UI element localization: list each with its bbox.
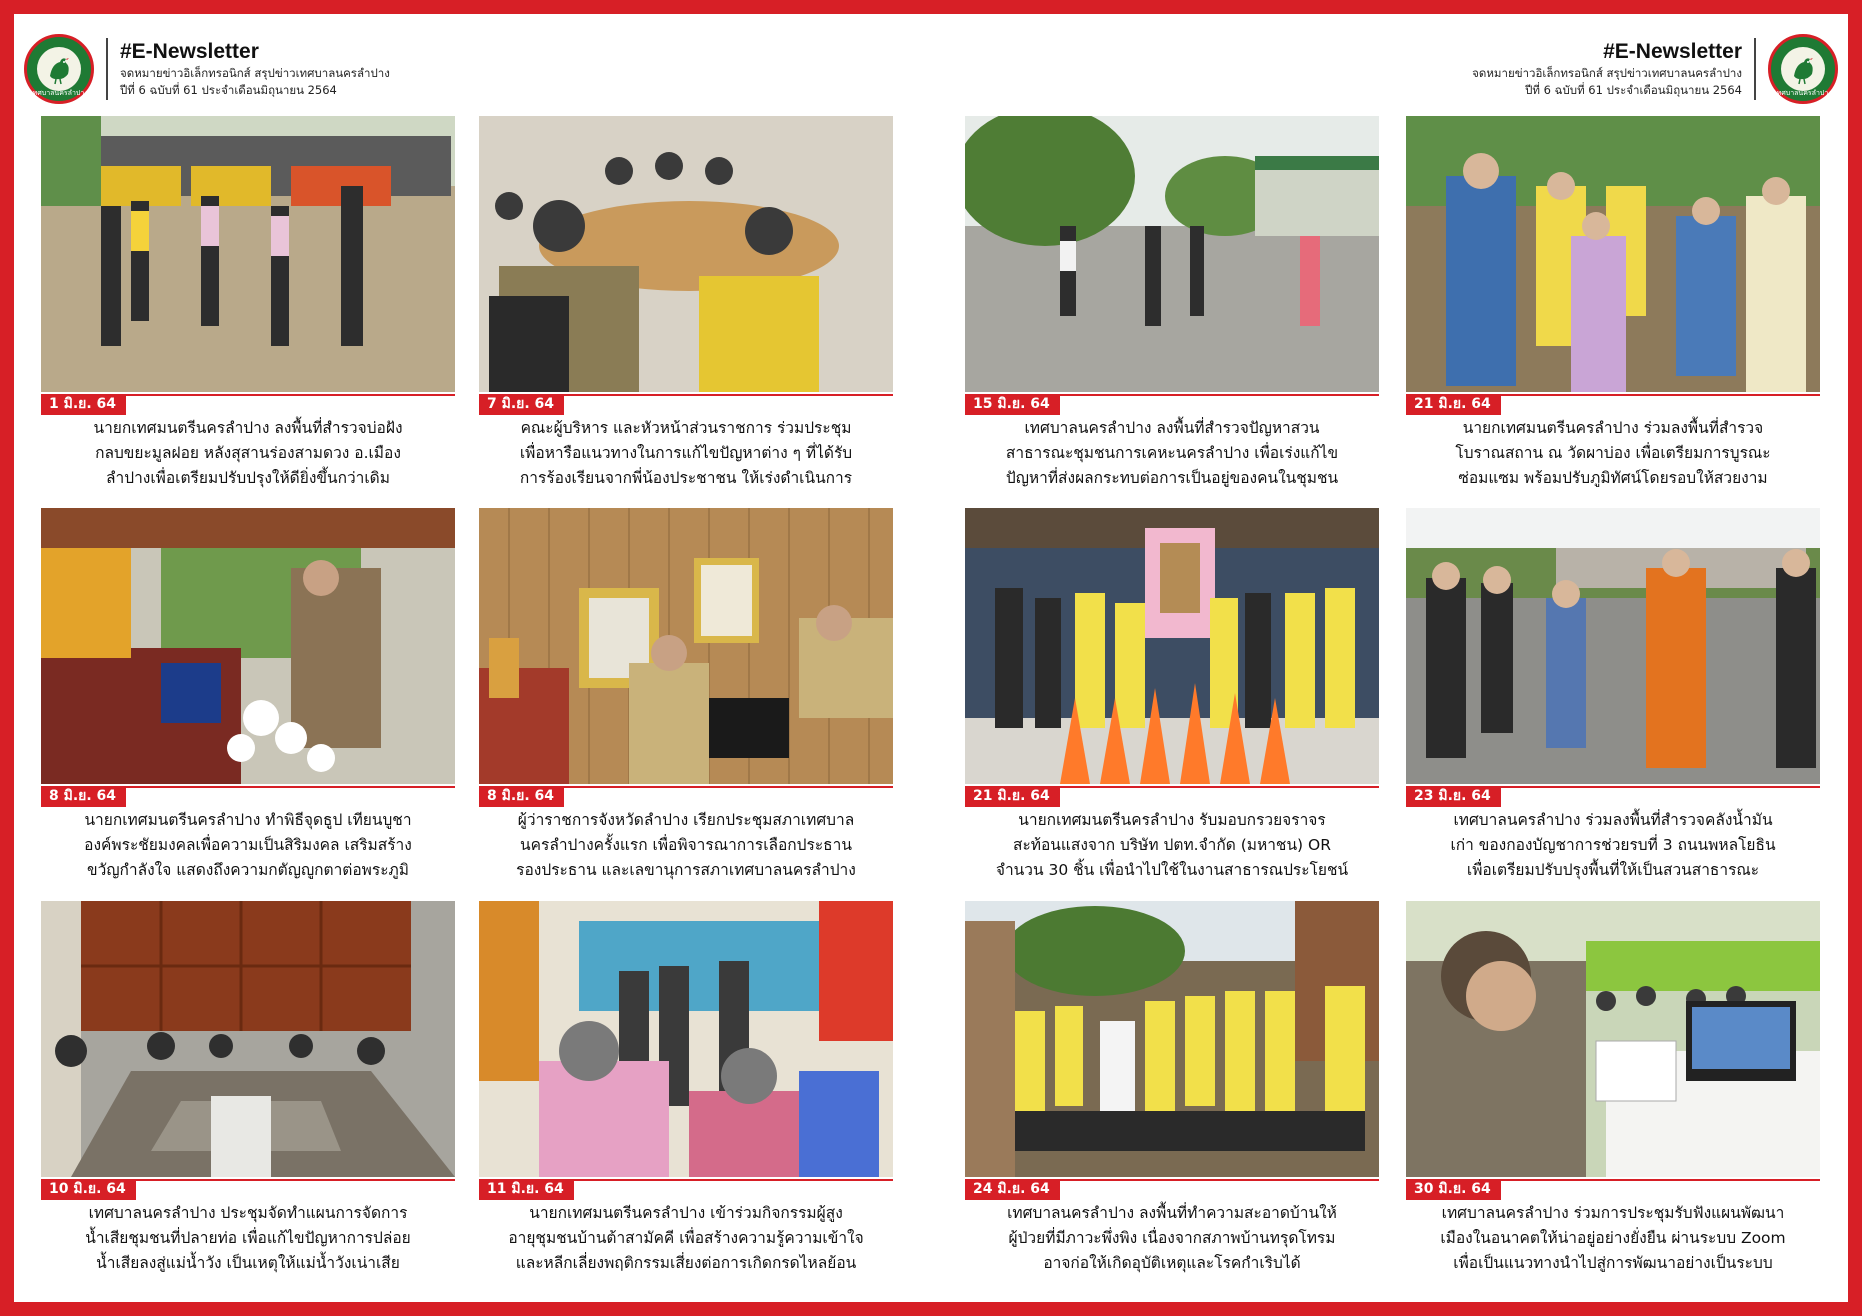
news-date: 24 มิ.ย. 64 xyxy=(965,1179,1060,1200)
news-photo xyxy=(965,901,1379,1177)
news-caption: เทศบาลนครลำปาง ลงพื้นที่สำรวจปัญหาสวน สาธารณะชุมชนการเคหะนครลำปาง เพื่อเร่งแก้ไข ปัญหาที่ส่งผลกระทบต่อการเป็นอยู่ของคนในชุมชน xyxy=(1005,419,1339,487)
newsletter-subtitle: จดหมายข่าวอิเล็กทรอนิกส์ สรุปข่าวเทศบาลนครลำปาง xyxy=(1472,66,1742,80)
news-date: 10 มิ.ย. 64 xyxy=(41,1179,136,1200)
news-date: 21 มิ.ย. 64 xyxy=(965,786,1060,807)
news-card xyxy=(1406,116,1820,491)
news-date: 30 มิ.ย. 64 xyxy=(1406,1179,1501,1200)
news-date: 8 มิ.ย. 64 xyxy=(479,786,564,807)
news-photo xyxy=(479,116,893,392)
news-caption: นายกเทศมนตรีนครลำปาง ร่วมลงพื้นที่สำรวจ โบราณสถาน ณ วัดผาบ่อง เพื่อเตรียมการบูรณะ ซ่อมแซม พร้อมปรับภูมิทัศน์โดยรอบให้สวยงาม xyxy=(1455,419,1771,487)
newsletter-issue: ปีที่ 6 ฉบับที่ 61 ประจำเดือนมิถุนายน 2564 xyxy=(1525,83,1742,97)
news-photo xyxy=(1406,116,1820,392)
municipality-logo: เทศบาลนครลำปาง xyxy=(1768,34,1838,104)
news-caption: นายกเทศมนตรีนครลำปาง ลงพื้นที่สำรวจบ่อฝัง กลบขยะมูลฝอย หลังสุสานร่องสามดวง อ.เมือง ลำปางเพื่อเตรียมปรับปรุงให้ดียิ่งขึ้นกว่าเดิม xyxy=(93,419,403,487)
news-caption: นายกเทศมนตรีนครลำปาง ทำพิธีจุดธูป เทียนบูชา องค์พระชัยมงคลเพื่อความเป็นสิริมงคล เสริมสร้าง ขวัญกำลังใจ แสดงถึงความกตัญญูกตาต่อพระภูมิ xyxy=(84,811,412,879)
news-card xyxy=(965,116,1379,491)
news-photo xyxy=(1406,508,1820,784)
news-photo xyxy=(479,901,893,1177)
news-photo xyxy=(41,901,455,1177)
news-date: 15 มิ.ย. 64 xyxy=(965,394,1060,415)
news-date: 8 มิ.ย. 64 xyxy=(41,786,126,807)
news-photo xyxy=(1406,901,1820,1177)
news-date: 11 มิ.ย. 64 xyxy=(479,1179,574,1200)
news-photo xyxy=(41,116,455,392)
news-card xyxy=(479,901,893,1276)
news-date: 1 มิ.ย. 64 xyxy=(41,394,126,415)
news-card xyxy=(479,508,893,883)
news-caption: คณะผู้บริหาร และหัวหน้าส่วนราชการ ร่วมประชุม เพื่อหารือแนวทางในการแก้ไขปัญหาต่าง ๆ ที่ได้รับ การร้องเรียนจากพี่น้องประชาชน ให้เร่งดำเนินการ xyxy=(519,419,853,487)
news-photo xyxy=(479,508,893,784)
news-caption: เทศบาลนครลำปาง ลงพื้นที่ทำความสะอาดบ้านให้ ผู้ป่วยที่มีภาวะพึ่งพิง เนื่องจากสภาพบ้านทรุดโทรม อาจก่อให้เกิดอุบัติเหตุและโรคกำเริบได้ xyxy=(1007,1204,1337,1272)
news-grid xyxy=(14,14,1848,1302)
news-photo xyxy=(965,508,1379,784)
newsletter-page xyxy=(14,14,1848,1302)
news-card xyxy=(41,508,455,883)
newsletter-title: #E-Newsletter xyxy=(120,40,259,63)
news-caption: เทศบาลนครลำปาง ร่วมลงพื้นที่สำรวจคลังน้ำมัน เก่า ของกองบัญชาการช่วยรบที่ 3 ถนนพหลโยธิน เพื่อเตรียมปรับปรุงพื้นที่ให้เป็นสวนสาธารณะ xyxy=(1450,811,1776,879)
news-card xyxy=(41,901,455,1276)
newsletter-issue: ปีที่ 6 ฉบับที่ 61 ประจำเดือนมิถุนายน 2564 xyxy=(120,83,337,97)
news-card xyxy=(1406,508,1820,883)
news-photo xyxy=(41,508,455,784)
newsletter-title: #E-Newsletter xyxy=(1603,40,1742,63)
news-card xyxy=(479,116,893,491)
news-caption: นายกเทศมนตรีนครลำปาง รับมอบกรวยจราจร สะท้อนแสงจาก บริษัท ปตท.จำกัด (มหาชน) OR จำนวน 30 ชิ้น เพื่อนำไปใช้ในงานสาธารณประโยชน์ xyxy=(995,811,1349,879)
news-card xyxy=(965,901,1379,1276)
news-caption: เทศบาลนครลำปาง ประชุมจัดทำแผนการจัดการ น้ำเสียชุมชนที่ปลายท่อ เพื่อแก้ไขปัญหาการปล่อย น้ำเสียลงสู่แม่น้ำวัง เป็นเหตุให้แม่น้ำวังเน่าเสีย xyxy=(85,1204,411,1272)
newsletter-subtitle: จดหมายข่าวอิเล็กทรอนิกส์ สรุปข่าวเทศบาลนครลำปาง xyxy=(120,66,390,80)
municipality-logo: เทศบาลนครลำปาง xyxy=(24,34,94,104)
news-caption: เทศบาลนครลำปาง ร่วมการประชุมรับฟังแผนพัฒนา เมืองในอนาคตให้น่าอยู่อย่างยั่งยืน ผ่านระบบ Zoom เพื่อเป็นแนวทางนำไปสู่การพัฒนาอย่างเป็นระบบ xyxy=(1440,1204,1786,1272)
news-photo xyxy=(965,116,1379,392)
news-caption: ผู้ว่าราชการจังหวัดลำปาง เรียกประชุมสภาเทศบาล นครลำปางครั้งแรก เพื่อพิจารณาการเลือกประธาน รองประธาน และเลขานุการสภาเทศบาลนครลำปาง xyxy=(516,811,856,879)
news-date: 21 มิ.ย. 64 xyxy=(1406,394,1501,415)
news-date: 23 มิ.ย. 64 xyxy=(1406,786,1501,807)
news-date: 7 มิ.ย. 64 xyxy=(479,394,564,415)
news-caption: นายกเทศมนตรีนครลำปาง เข้าร่วมกิจกรรมผู้สูง อายุชุมชนบ้านต้าสามัคคี เพื่อสร้างความรู้ความเข้าใจ และหลีกเลี่ยงพฤติกรรมเสี่ยงต่อการเกิดกรดไหลย้อน xyxy=(508,1204,864,1272)
news-card xyxy=(965,508,1379,883)
news-card xyxy=(1406,901,1820,1276)
news-card xyxy=(41,116,455,491)
